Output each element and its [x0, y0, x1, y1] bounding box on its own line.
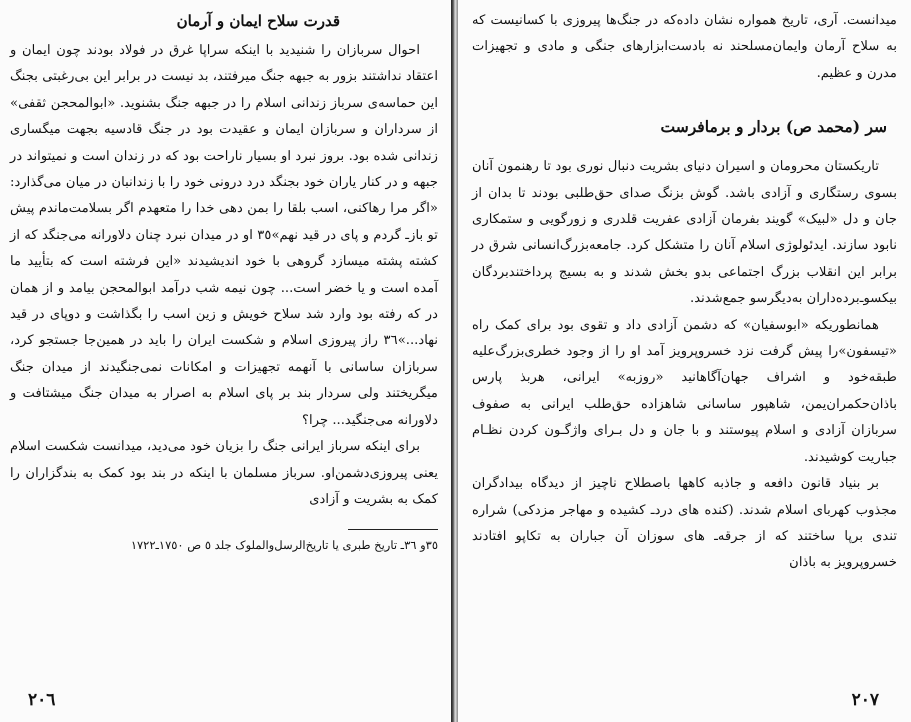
- book-gutter: [451, 0, 458, 722]
- chapter-title: قدرت سلاح ایمان و آرمان: [176, 12, 340, 30]
- section-title: سر (محمد ص) بردار و برمافرست: [660, 117, 887, 137]
- right-page: [458, 0, 911, 722]
- page-number: ٢٠٧: [851, 690, 879, 710]
- footnote: ٣٥و ٣٦ـ تاریخ طبری یا تاریخ‌الرسل‌والملوک جلد ٥ ص ١٧٥٠ـ١٧٢٢: [130, 538, 438, 553]
- page-number: ٢٠٦: [28, 690, 56, 710]
- left-page: [0, 0, 452, 722]
- body-paragraph: همانطوریکه «ابوسفیان» که دشمن آزادی داد و تقوی بود برای کمک راه «تیسفون»را پیش گرفت نزد خسروپرویز آمد او را از وجود خطری‌بزرگ‌علیه طبقه‌خود و اشراف جهان‌آگاهانید «روزبه» ایرانی، هربذ پارس باذان‌حکمران‌یمن، شاهپور ساسانی شاهزاده حق‌طلب ایرانی به صفوف سربازان آزادی و اسلام پیوستند و با جان و دل بـرای واژگـون کردن نظـام جباریت کوشیدند.: [472, 317, 897, 465]
- body-paragraph: بر بنیاد قانون دافعه و جاذبه کاهها باصطلاح ناچیز از دیدگاه بیدادگران مجذوب کهربای اسلام شدند. (کنده های درد‌ـ کشیده و مهاجر مزدکی) شراره تندی برپا ساختند که از جرقه‌ـ های سوزان آن جباران به تکاپو افتادند خسروپرویز به باذان: [472, 476, 897, 571]
- footnote-divider: [348, 529, 438, 530]
- body-paragraph: برای اینکه سرباز ایرانی جنگ را بزیان خود می‌دید، میدانست شکست اسلام یعنی پیروزی‌دشمن‌او. سرباز مسلمان با اینکه در بند بود کمک به بندگزاران را کمک به بشریت و آزادی: [10, 439, 438, 507]
- body-paragraph: تاریکستان محرومان و اسیران دنیای بشریت دنبال نوری بود تا رهنمون آنان بسوی رستگاری و آزادی باشد. گوش بزنگ صدای حق‌طلبی بودند تا بدان از جان و دل «لبیک» گویند بفرمان آزادی عفریت قلدری و زورگویی و ستمکاری نابود سازند. ایدئولوژی اسلام آنان را متشکل کرد. جامعه‌بزرگ‌انسانی شرق در برابر این انقلاب بزرگ اجتماعی بدو بخش شدند و به بسیج پرداختند‌بردگان بیکسو‌ـ‌برده‌داران به‌دیگرسو جمع‌شدند.: [472, 159, 897, 307]
- continued-paragraph: میدانست. آری، تاریخ همواره نشان داده‌که در جنگ‌ها پیروزی با کسانیست که به سلاح آرمان وایمان‌مسلحند نه بادست‌ابزارهای جنگی و مادی و تجهیزات مدرن و عظیم.: [472, 13, 897, 81]
- body-paragraph: احوال سربازان را شنیدید با اینکه سراپا غرق در فولاد بودند چون ایمان و اعتقاد نداشتند بزور به جبهه جنگ میرفتند، بد نیست در برابر این بی‌رغبتی بجنگ این حماسه‌ی سرباز زندانی اسلام را در جبهه جنگ بشنوید. «ابوالمحجن ثقفی» از سرداران و سربازان ایمان و عقیدت بود در جنگ قادسیه بجهت میگساری زندانی شده بود. بروز نبرد او بسیار ناراحت بود که در زندان است و نمیتواند در جبهه و در کنار یاران خود بجنگد درد درونی خود را با زندانبان در میان می‌گذارد: «اگر مرا رهاکنی، اسب بلقا را بمن دهی خدا را متعهدم اگر بسلامت‌ماندم پیش تو باز‌ـ گردم و پای در قید نهم»٣٥ او در میدان نبرد چنان دلاورانه می‌جنگد که از کشته پشته میسازد گروهی با خود اندیشیدند «این فرشته است که بتأیید ما آمده است و یا خضر است... چون نیمه شب درآمد ابوالمحجن بیامد و از همان در که رفته بود وارد شد سلاح خویش و زین اسب را بگذاشت و دوپای در قید نهاد...»٣٦ راز پیروزی اسلام و شکست ایران را باید در همین‌جا جستجو کرد، سربازان ساسانی با آنهمه تجهیزات و امکانات نمی‌جنگیدند از میدان جنگ میگریختند ولی سردار بند بر پای اسلام به اصرار به میدان جنگ میشتافت و دلاورانه می‌جنگید... چرا؟: [10, 43, 438, 428]
